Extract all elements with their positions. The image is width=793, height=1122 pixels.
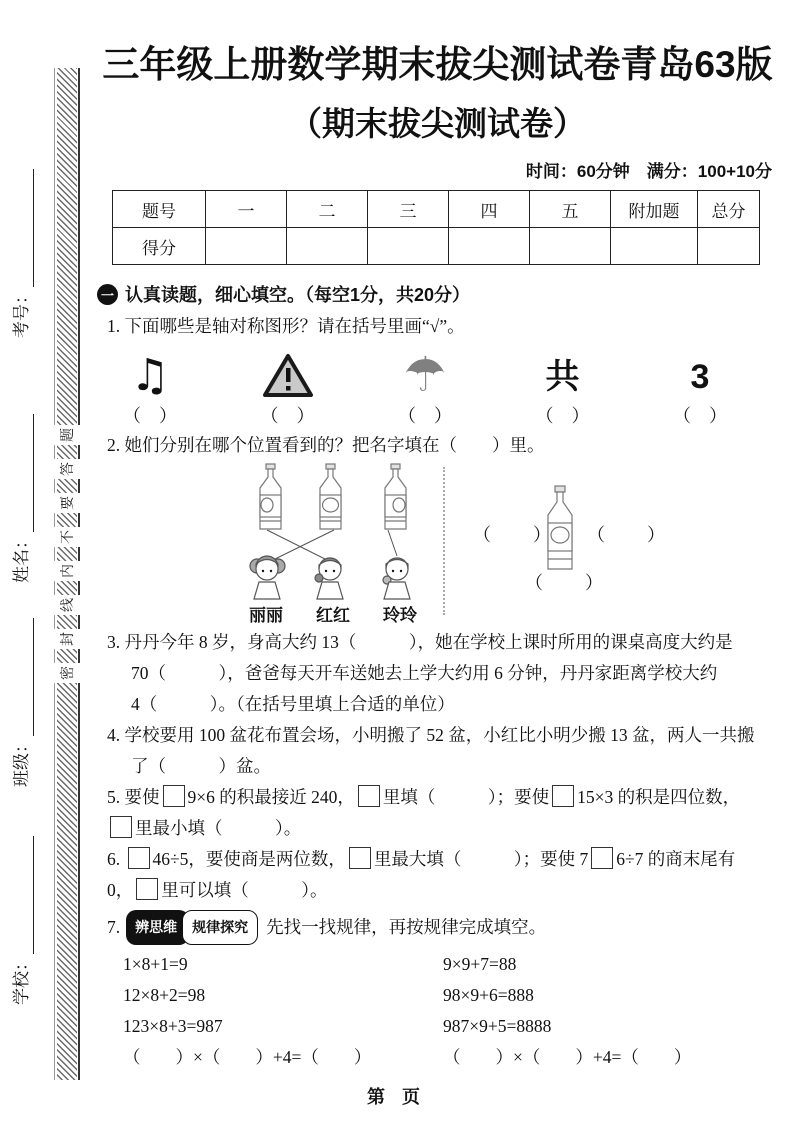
char-gong-figure: 共 — [545, 358, 580, 396]
score-cell-empty — [611, 228, 698, 265]
class-field — [10, 577, 34, 787]
answer-bracket-bottom: （ ） — [525, 573, 605, 593]
class-blank — [15, 618, 34, 736]
question-6-line-1 — [107, 844, 780, 875]
girl-names — [235, 601, 431, 626]
answer-bracket: （ ） — [673, 406, 727, 426]
student-name-field — [10, 373, 34, 583]
question-text-segment: 里最小填（ ）。 — [135, 818, 302, 838]
umbrella-icon: ☂ — [403, 347, 447, 403]
exam-number-blank — [15, 169, 34, 287]
formula-line: 987×9+5=8888 — [443, 1016, 552, 1036]
question-6-line-2 — [107, 875, 780, 906]
question-4-line-1: 4. 学校要用 100 盆花布置会场，小明搬了 52 盆，小红比小明少搬 13 盆，两人一共搬 — [107, 725, 755, 745]
girl-name-lingling: 玲玲 — [383, 606, 417, 625]
score-cell-empty — [530, 228, 611, 265]
question-5-line-1 — [107, 782, 780, 813]
score-header-cell: 二 — [287, 191, 368, 228]
question-3-line-1: 3. 丹丹今年 8 岁，身高大约 13（ ），她在学校上课时所用的课桌高度大约是 — [107, 632, 733, 652]
question-text-segment: 6÷7 的商末尾有 — [616, 849, 736, 869]
seal-char: 答 — [50, 459, 84, 479]
score-cell-empty — [287, 228, 368, 265]
question-text-segment: 里最大填（ ）；要使 7 — [373, 849, 589, 869]
paper-title: 三年级上册数学期末拔尖测试卷青岛63版 — [102, 44, 773, 85]
seal-char: 不 — [50, 527, 84, 547]
q1-item-umbrella — [370, 348, 480, 428]
question-text-segment: 5. 要使 — [107, 787, 160, 807]
student-name-blank — [15, 414, 34, 532]
score-cell-empty — [368, 228, 449, 265]
score-header-cell: 四 — [449, 191, 530, 228]
girl-name-honghong: 红红 — [316, 606, 350, 625]
question-text-segment: 0， — [107, 880, 134, 900]
page-footer: 第 页 — [366, 1087, 426, 1107]
formula-line: 98×9+6=888 — [443, 985, 534, 1005]
seal-line-text — [57, 418, 77, 690]
question-text-segment: 里填（ ）；要使 — [382, 787, 550, 807]
score-header-cell: 附加题 — [611, 191, 698, 228]
formula-column-left — [123, 949, 443, 1073]
question-7-number: 7. — [107, 917, 121, 937]
score-table — [112, 190, 760, 265]
question-2-figure — [95, 463, 780, 627]
question-4-line-2: 了（ ）盆。 — [131, 756, 271, 776]
seal-char: 封 — [50, 629, 84, 649]
formula-blank-line: （ ）×（ ）+4=（ ） — [443, 1047, 692, 1067]
formula-line: 9×9+7=88 — [443, 954, 517, 974]
answer-bracket: （ ） — [535, 406, 590, 426]
blank-box — [358, 785, 380, 807]
score-cell-empty — [206, 228, 287, 265]
seal-char: 内 — [50, 561, 84, 581]
section-one-title: 认真读题，细心填空。（每空1分，共20分） — [125, 285, 471, 305]
section-number-icon: 一 — [97, 284, 118, 305]
exam-number-label: 考号： — [12, 287, 31, 338]
q1-item-music-note — [95, 348, 205, 428]
score-table-score-row — [113, 228, 760, 265]
score-header-cell: 一 — [206, 191, 287, 228]
question-3-line-2: 70（ ），爸爸每天开车送她去上学大约用 6 分钟，丹丹家距离学校大约 — [131, 663, 718, 683]
blank-box — [552, 785, 574, 807]
question-text-segment: 15×3 的积是四位数， — [577, 787, 741, 807]
blank-box — [349, 847, 371, 869]
formula-blank-line: （ ）×（ ）+4=（ ） — [123, 1047, 372, 1067]
question-text-segment: 9×6 的积最接近 240， — [187, 787, 355, 807]
school-blank — [15, 836, 34, 954]
answer-bracket: （ ） — [123, 406, 177, 426]
formula-line: 1×8+1=9 — [123, 954, 188, 974]
blank-box — [163, 785, 185, 807]
seal-char: 线 — [50, 595, 84, 615]
formula-column-right — [443, 949, 763, 1073]
score-table-header-row — [113, 191, 760, 228]
bottles-and-girls-illustration — [235, 463, 431, 601]
q1-item-warning-triangle — [233, 348, 343, 428]
blank-box — [591, 847, 613, 869]
seal-char: 密 — [50, 663, 84, 683]
formula-line: 123×8+3=987 — [123, 1016, 223, 1036]
formula-line: 12×8+2=98 — [123, 985, 206, 1005]
score-header-cell: 五 — [530, 191, 611, 228]
answer-bracket-right: （ ） — [587, 525, 667, 545]
score-header-cell: 总分 — [698, 191, 760, 228]
time-score-info: 时间：60分钟 满分：100+10分 — [525, 162, 772, 181]
student-name-label: 姓名： — [12, 532, 31, 583]
question-2-text: 2. 她们分别在哪个位置看到的？把名字填在（ ）里。 — [107, 435, 545, 455]
score-cell-empty — [698, 228, 760, 265]
question-1-text: 1. 下面哪些是轴对称图形？请在括号里画“√”。 — [107, 316, 465, 336]
answer-bracket: （ ） — [260, 406, 315, 426]
question-7-formulas — [123, 949, 780, 1073]
thinking-skill-badge: 辨思维 — [126, 910, 189, 945]
blank-box — [136, 878, 158, 900]
question-7-header — [107, 910, 780, 945]
section-one-header — [97, 281, 780, 307]
blank-box — [110, 816, 132, 838]
number-3-figure: 3 — [690, 358, 710, 396]
question-3-line-3: 4（ ）。（在括号里填上合适的单位） — [131, 694, 455, 714]
main-content — [95, 0, 780, 1073]
class-label: 班级： — [12, 736, 31, 787]
answer-bracket-left: （ ） — [473, 525, 553, 545]
q1-item-char-gong — [508, 348, 618, 428]
seal-char: 要 — [50, 493, 84, 513]
exam-number-field — [10, 128, 34, 338]
question-5-line-2 — [107, 813, 780, 844]
seal-char: 题 — [50, 425, 84, 445]
girl-name-lili: 丽丽 — [249, 606, 283, 625]
score-header-cell: 三 — [368, 191, 449, 228]
question-text-segment: 里可以填（ ）。 — [161, 880, 328, 900]
school-field — [10, 795, 34, 1005]
answer-bracket: （ ） — [398, 406, 452, 426]
dotted-divider — [443, 467, 445, 615]
q1-item-number-3 — [645, 348, 755, 428]
paper-subtitle: （期末拔尖测试卷） — [289, 105, 586, 142]
score-row-label: 得分 — [113, 228, 206, 265]
warning-triangle-icon — [261, 348, 315, 400]
question-text-segment: 46÷5，要使商是两位数， — [152, 849, 346, 869]
pattern-exploration-badge: 规律探究 — [182, 910, 258, 945]
score-cell-empty — [449, 228, 530, 265]
question-text-segment: 6. — [107, 849, 125, 869]
question-7-text: 先找一找规律，再按规律完成填空。 — [266, 917, 547, 937]
school-label: 学校： — [12, 954, 31, 1005]
score-header-cell: 题号 — [113, 191, 206, 228]
music-note-icon: ♫ — [130, 350, 170, 401]
question-1-figures — [95, 348, 755, 428]
blank-box — [128, 847, 150, 869]
